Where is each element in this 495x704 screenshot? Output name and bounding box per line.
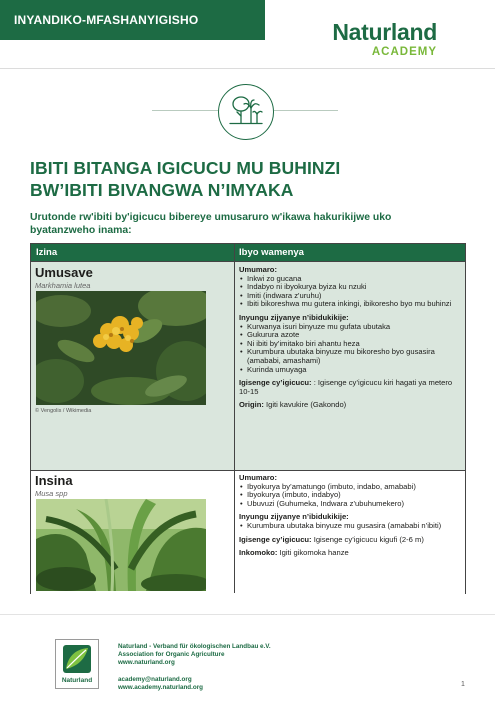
- category-label: INYANDIKO-MFASHANYIGISHO: [14, 13, 199, 27]
- origin-line: [239, 401, 461, 410]
- benefits-list: [239, 522, 461, 531]
- org-info: [118, 643, 271, 667]
- plant-name: Umusave: [35, 265, 93, 280]
- brand-name: Naturland: [332, 19, 437, 45]
- column-divider: [234, 244, 235, 593]
- origin-line: [239, 549, 461, 558]
- markhamia-photo: [36, 291, 206, 405]
- benefits-list: [239, 323, 461, 375]
- academy-link[interactable]: www.academy.naturland.org: [118, 684, 204, 691]
- org-link[interactable]: www.naturland.org: [118, 659, 175, 666]
- canopy-value: Igisenge cy’igicucu kigufi (2-6 m): [311, 534, 424, 544]
- org-line: Naturland - Verband für ökologischen Landbau e.V.: [118, 643, 271, 650]
- uses-list: [239, 483, 461, 509]
- section-label: Inyungu zijyanye n’ibidukikije:: [239, 512, 349, 522]
- origin-label: Inkomoko:: [239, 548, 278, 558]
- origin-value: Igiti kavukire (Gakondo): [263, 400, 347, 410]
- emblem-rule-right: [274, 110, 338, 111]
- plant-info: [239, 474, 461, 563]
- origin-label: Origin:: [239, 400, 264, 410]
- canopy-value: : Igisenge cy’igicucu kiri hagati ya metero 10-15: [239, 378, 453, 396]
- list-item: • Kurumbura ubutaka binyuze mu bikoresho byo gusasira (amababi, amashami): [239, 348, 461, 365]
- plant-name: Insina: [35, 473, 73, 488]
- brand-logo: [332, 20, 437, 58]
- intro-text: Urutonde rw'ibiti by'igicucu bibereye umusaruro w'ikawa hakurikijwe uko byatanzweho inama:: [30, 212, 392, 236]
- naturland-logo: [55, 639, 99, 689]
- plant-latin-name: Musa spp: [35, 489, 68, 498]
- list-item: • Gukurura azote: [239, 331, 461, 340]
- plant-latin-name: Markhamia lutea: [35, 281, 91, 290]
- footer-divider: [0, 614, 495, 615]
- page-number: 1: [461, 681, 465, 688]
- uses-list: [239, 275, 461, 309]
- email-link[interactable]: academy@naturland.org: [118, 676, 192, 683]
- list-item: • Ubuvuzi (Guhumeka, Indwara z’ubuhumekero): [239, 500, 461, 509]
- contact-info: [118, 676, 203, 692]
- emblem-rule-left: [152, 110, 218, 111]
- list-item: • Inkwi zo gucana: [239, 275, 461, 284]
- tree-emblem-icon: [218, 84, 274, 140]
- list-item: • Imiti (indwara z'uruhu): [239, 292, 461, 301]
- canopy-line: [239, 379, 461, 396]
- canopy-label: Igisenge cy’igicucu:: [239, 378, 312, 388]
- brand-sub: ACADEMY: [371, 46, 437, 58]
- table-row: [31, 261, 465, 470]
- list-item: • Ibyokurya by’amatungo (imbuto, indabo, amababi): [239, 483, 461, 492]
- page-title-line: BW’IBITI BIVANGWA N’IMYAKA: [30, 180, 294, 200]
- page-title-line: IBITI BITANGA IGICUCU MU BUHINZI: [30, 158, 341, 178]
- list-item: • Ibiti bikoreshwa mu gutera inkingi, ibikoresho byo mu buhinzi: [239, 300, 461, 309]
- logo-word: Naturland: [61, 677, 93, 684]
- column-header-name: Izina: [36, 247, 58, 258]
- tree-table: [30, 243, 466, 594]
- list-item: • Kurumbura ubutaka binyuze mu gusasira (amababi n’ibiti): [239, 522, 461, 531]
- list-item: • Indabyo ni ibyokurya byiza ku nzuki: [239, 283, 461, 292]
- list-item: • Kurwanya isuri binyuze mu gufata ubutaka: [239, 323, 461, 332]
- banana-photo: [36, 499, 206, 591]
- category-band: [0, 0, 265, 40]
- section-label: Inyungu zijyanye n’ibidukikije:: [239, 312, 349, 322]
- list-item: • Ni ibiti by’imitako biri ahantu heza: [239, 340, 461, 349]
- canopy-label: Igisenge cy’igicucu:: [239, 534, 312, 544]
- org-line: Association for Organic Agriculture: [118, 651, 225, 658]
- naturland-leaf-logo-icon: [63, 645, 91, 673]
- table-row: [31, 470, 465, 594]
- list-item: • Kurinda umuyaga: [239, 366, 461, 375]
- origin-value: Igiti gikomoka hanze: [277, 548, 349, 558]
- page-title: [30, 157, 340, 201]
- photo-credit: © Vengolis / Wikimedia: [35, 408, 92, 414]
- plant-info: [239, 266, 461, 415]
- table-header: [31, 244, 465, 261]
- header-divider: [0, 68, 495, 69]
- section-label: Umumaro:: [239, 473, 277, 482]
- column-header-info: Ibyo wamenya: [239, 247, 304, 258]
- canopy-line: [239, 536, 461, 545]
- list-item: • Ibyokurya (imbuto, indabyo): [239, 491, 461, 500]
- section-label: Umumaro:: [239, 265, 277, 274]
